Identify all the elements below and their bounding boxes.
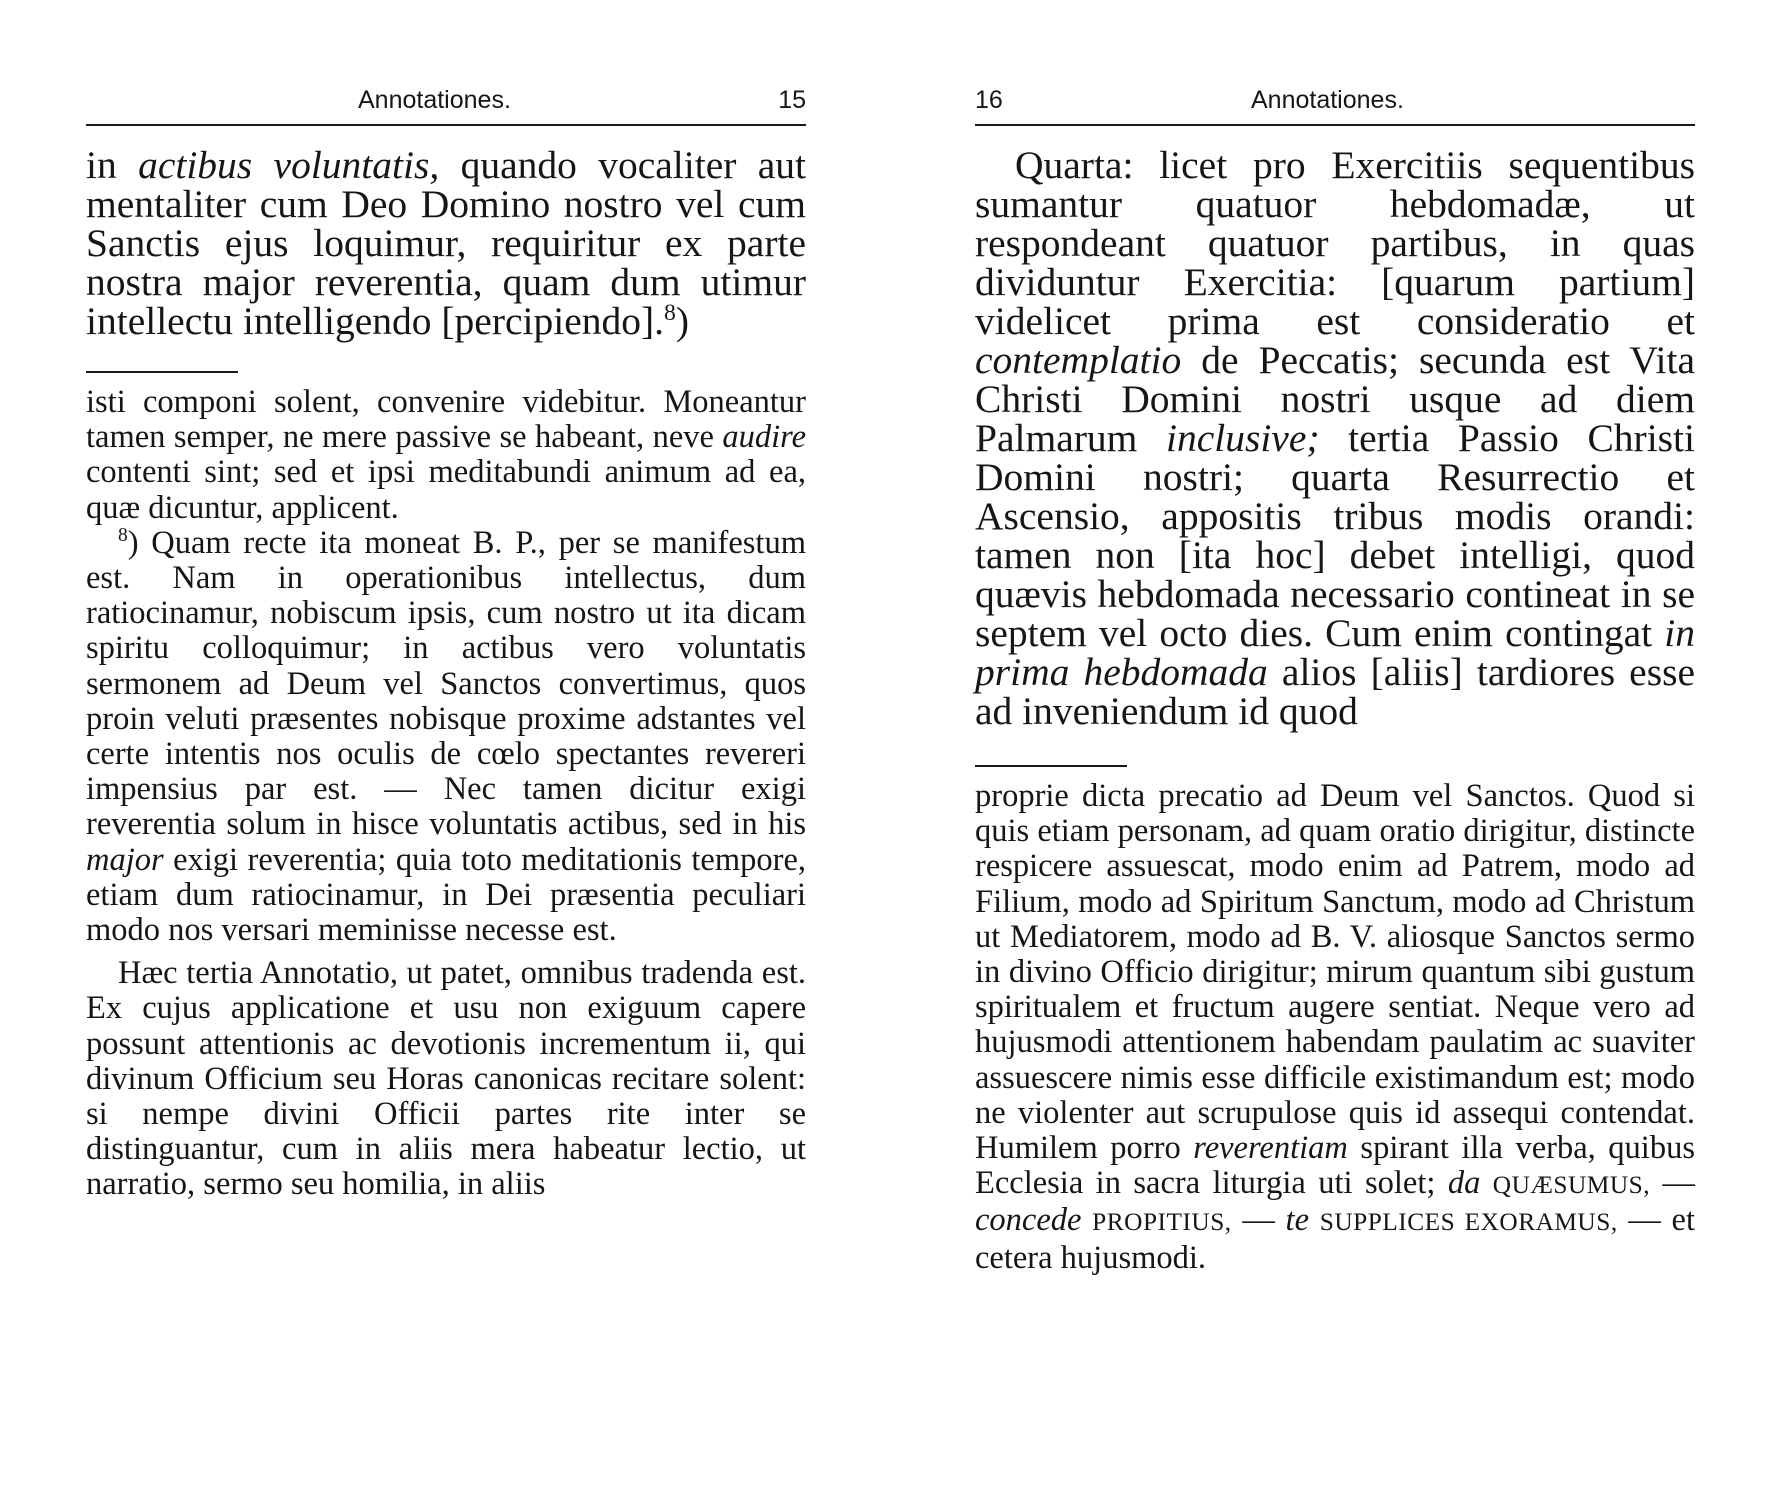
text-run: de Peccatis; secunda est Vita Christi Domini nostri usque ad diem Palmarum <box>975 338 1695 460</box>
footnote-ref: 8 <box>664 299 676 326</box>
text-run: — et cetera hujusmodi. <box>975 1202 1696 1276</box>
italic-text: actibus voluntatis, <box>138 143 440 187</box>
header-rule <box>86 124 806 126</box>
text-run: alios [aliis] tardiores esse ad inveniendum id quod <box>975 650 1695 733</box>
italic-text: te <box>1285 1202 1310 1239</box>
text-run: contenti sint; sed et ipsi meditabundi animum ad ea, quæ dicuntur, applicent. <box>86 454 806 526</box>
italic-text: contemplatio <box>975 338 1182 382</box>
footnote-mark: 8 <box>118 524 128 546</box>
main-text <box>86 143 806 343</box>
header-rule <box>975 124 1695 126</box>
italic-text: major <box>86 841 164 878</box>
text-run: proprie dicta precatio ad Deum vel Sanctos. Quod si quis etiam personam, ad quam oratio dirigitur, distincte respicere assuescat, modo enim ad Patrem, modo ad Filium, modo ad Spiritum Sanctum, modo ad Christum ut Mediatorem, modo ad B. V. aliosque Sanctos sermo in divino Officio dirigitur; mirum quantum sibi gustum spiritualem et fructum augere sentiat. Neque vero ad hujusmodi attentionem habendam paulatim ac suaviter assuescere nimis esse difficile existimandum est; modo ne violenter aut scrupulose quis id assequi contendat. Humilem porro <box>975 778 1695 1167</box>
text-run: spirant illa verba, quibus Ecclesia in sacra liturgia uti solet; <box>975 1130 1695 1202</box>
italic-text: concede <box>975 1202 1082 1239</box>
italic-text: audire <box>722 419 806 456</box>
running-title: Annotationes. <box>358 86 511 114</box>
text-run: exigi reverentia; quia toto meditationis tempore, etiam dum ratiocinamur, in Dei præsentia peculiari modo nos versari meminisse necesse est. <box>86 841 806 949</box>
footnote-text <box>86 385 806 1203</box>
small-caps-text: QUÆSUMUS, <box>1492 1171 1651 1200</box>
page-number: 16 <box>975 86 1003 114</box>
running-head <box>86 80 806 126</box>
right-page <box>975 0 1695 1276</box>
text-run: quando vocaliter aut mentaliter cum Deo Domino nostro vel cum Sanctis ejus loquimur, requiritur ex parte nostra major reverentia, quam dum utimur intellectu intelligendo [percipiendo]. <box>86 143 806 343</box>
main-text <box>975 143 1695 733</box>
footnote-rule <box>86 371 238 373</box>
text-run: Quarta: licet pro Exercitiis sequentibus sumantur quatuor hebdomadæ, ut respondeant quatuor partibus, in quas dividuntur Exercitia: [quarum partium] videlicet prima est consideratio et <box>975 143 1695 343</box>
text-run: in <box>86 143 139 187</box>
text-run: ) Quam recte ita moneat B. P., per se manifestum est. Nam in operationibus intellectus, dum ratiocinamur, nobiscum ipsis, cum nostro ut ita dicam spiritu colloquimur; in actibus vero voluntatis sermonem ad Deum vel Sanctos convertimus, quos proin veluti præsentes nobisque proxime adstantes vel certe intentis nos oculis de cœlo spectantes revereri impensius par est. — Nec tamen dicitur exigi reverentia solum in hisce voluntatis actibus, sed in his <box>86 524 806 843</box>
running-title: Annotationes. <box>1251 86 1404 114</box>
footnote-text <box>975 779 1695 1276</box>
paragraph <box>86 143 806 343</box>
italic-text: in prima hebdomada <box>975 611 1695 694</box>
italic-text: inclusive; <box>1165 416 1320 460</box>
text-run: isti componi solent, convenire videbitur. Moneantur tamen semper, ne mere passive se habeant, neve <box>86 384 806 456</box>
footnote-paragraph <box>86 526 806 948</box>
text-run: ) <box>675 299 690 343</box>
footnote-paragraph <box>86 385 806 526</box>
small-caps-text: PROPITIUS, <box>1092 1208 1232 1237</box>
footnote-paragraph: Hæc tertia Annotatio, ut patet, omnibus tradenda est. Ex cujus applicatione et usu non exiguum capere possunt attentionis ac devotionis incrementum ii, qui divinum Officium seu Horas canonicas recitare solent: si nempe divini Officii partes rite inter se distinguantur, cum in aliis mera habeatur lectio, ut narratio, sermo seu homilia, in aliis <box>86 955 806 1203</box>
text-run: tertia Passio Christi Domini nostri; quarta Resurrectio et Ascensio, appositis tribus modis orandi: tamen non [ita hoc] debet intelligi, quod quævis hebdomada necessario contineat in se septem vel octo dies. Cum enim contingat <box>975 416 1695 655</box>
text-run: — <box>1231 1202 1286 1239</box>
running-head <box>975 80 1695 126</box>
italic-text: da <box>1447 1165 1481 1202</box>
footnote-paragraph <box>975 779 1695 1276</box>
text-run: — <box>1650 1165 1696 1202</box>
left-page <box>86 0 806 1203</box>
italic-text: reverentiam <box>1193 1130 1348 1167</box>
paragraph <box>975 143 1695 733</box>
footnote-rule <box>975 765 1127 767</box>
small-caps-text: SUPPLICES EXORAMUS, <box>1319 1208 1618 1237</box>
page-number: 15 <box>778 86 806 114</box>
